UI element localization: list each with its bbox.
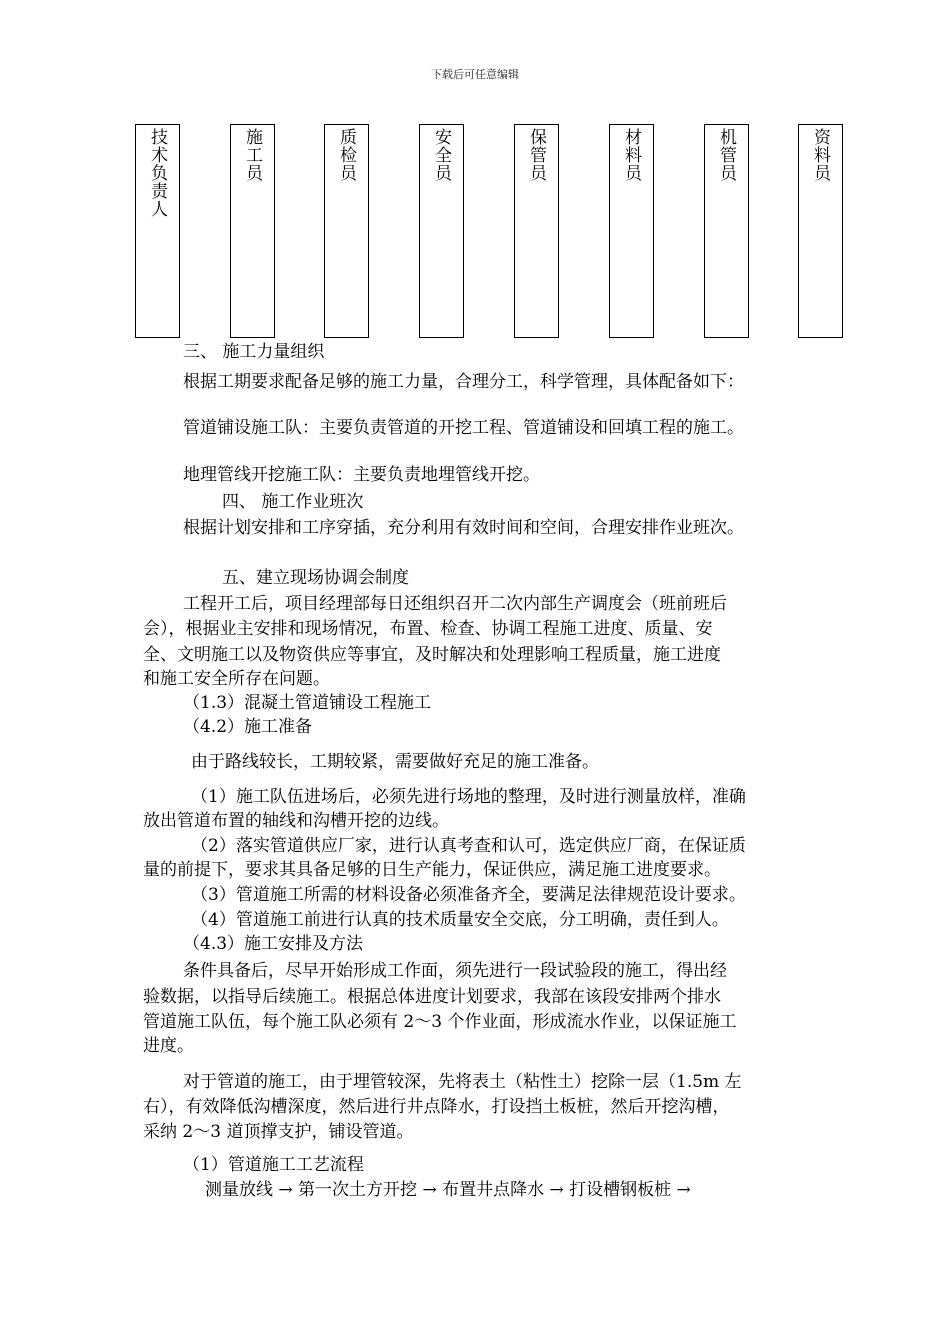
paragraph-line: 和施工安全所存在问题。 <box>143 669 330 689</box>
role-box-safety <box>419 124 464 338</box>
subsection-heading: （1.3）混凝土管道铺设工程施工 <box>183 693 432 713</box>
paragraph-line: 根据计划安排和工序穿插，充分利用有效时间和空间，合理安排作业班次。 <box>183 518 744 538</box>
paragraph-line: 采纳 2～3 道顶撑支护，铺设管道。 <box>143 1122 414 1142</box>
role-label: 材料员 <box>621 128 641 182</box>
role-label: 安全员 <box>431 128 451 182</box>
role-box-machinery <box>704 124 749 338</box>
role-label: 质检员 <box>336 128 356 182</box>
role-label: 资料员 <box>810 128 830 182</box>
subsection-heading: （1）管道施工工艺流程 <box>183 1155 364 1175</box>
role-box-materials <box>609 124 654 338</box>
role-box-custodian <box>514 124 559 338</box>
paragraph-line: 进度。 <box>143 1036 194 1056</box>
subsection-heading: （4.3）施工安排及方法 <box>183 934 364 954</box>
paragraph-line: 验数据，以指导后续施工。根据总体进度计划要求，我部在该段安排两个排水 <box>143 987 721 1007</box>
paragraph-line: 工程开工后，项目经理部每日还组织召开二次内部生产调度会（班前班后 <box>183 594 727 614</box>
paragraph-line: 由于路线较长，工期较紧，需要做好充足的施工准备。 <box>191 752 599 772</box>
page-header: 下载后可任意编辑 <box>431 68 519 81</box>
paragraph-line: 会），根据业主安排和现场情况，布置、检查、协调工程施工进度、质量、安 <box>143 619 713 639</box>
paragraph-line: （3）管道施工所需的材料设备必须准备齐全，要满足法律规范设计要求。 <box>191 885 746 905</box>
paragraph-line: 右），有效降低沟槽深度，然后进行井点降水，打设挡土板桩，然后开挖沟槽， <box>143 1097 730 1117</box>
role-box-construction <box>230 124 275 338</box>
paragraph-line: 放出管道布置的轴线和沟槽开挖的边线。 <box>143 811 449 831</box>
paragraph-line: （1）施工队伍进场后，必须先进行场地的整理，及时进行测量放样，准确 <box>191 787 746 807</box>
role-box-documents <box>798 124 843 338</box>
role-label: 施工员 <box>242 128 262 182</box>
role-label: 保管员 <box>526 128 546 182</box>
subsection-heading: （4.2）施工准备 <box>183 717 313 737</box>
paragraph-line: 条件具备后，尽早开始形成工作面，须先进行一段试验段的施工，得出经 <box>183 961 727 981</box>
paragraph-line: 根据工期要求配备足够的施工力量，合理分工，科学管理，具体配备如下： <box>183 372 744 392</box>
paragraph-line: 管道施工队伍，每个施工队必须有 2～3 个作业面，形成流水作业，以保证施工 <box>143 1012 737 1032</box>
paragraph-line: 地理管线开挖施工队：主要负责地埋管线开挖。 <box>183 465 540 485</box>
paragraph-line: （2）落实管道供应厂家，进行认真考查和认可，选定供应厂商，在保证质 <box>191 836 746 856</box>
role-label: 机管员 <box>716 128 736 182</box>
role-label: 技术负责人 <box>147 128 167 218</box>
section-heading: 三、 施工力量组织 <box>183 342 325 362</box>
paragraph-line: 管道铺设施工队：主要负责管道的开挖工程、管道铺设和回填工程的施工。 <box>183 418 744 438</box>
paragraph-line: 对于管道的施工，由于埋管较深，先将表土（粘性土）挖除一层（1.5m 左 <box>183 1072 742 1092</box>
paragraph-line: 全、文明施工以及物资供应等事宜，及时解决和处理影响工程质量，施工进度 <box>143 645 721 665</box>
paragraph-line: 量的前提下，要求其具备足够的日生产能力，保证供应，满足施工进度要求。 <box>143 860 721 880</box>
section-heading: 四、 施工作业班次 <box>222 492 364 512</box>
paragraph-line: （4）管道施工前进行认真的技术质量安全交底，分工明确，责任到人。 <box>191 910 729 930</box>
process-flow-line: 测量放线 → 第一次土方开挖 → 布置井点降水 → 打设槽钢板桩 → <box>205 1180 691 1200</box>
role-box-tech-lead <box>135 124 180 338</box>
role-box-quality <box>324 124 369 338</box>
section-heading: 五、建立现场协调会制度 <box>222 568 409 588</box>
